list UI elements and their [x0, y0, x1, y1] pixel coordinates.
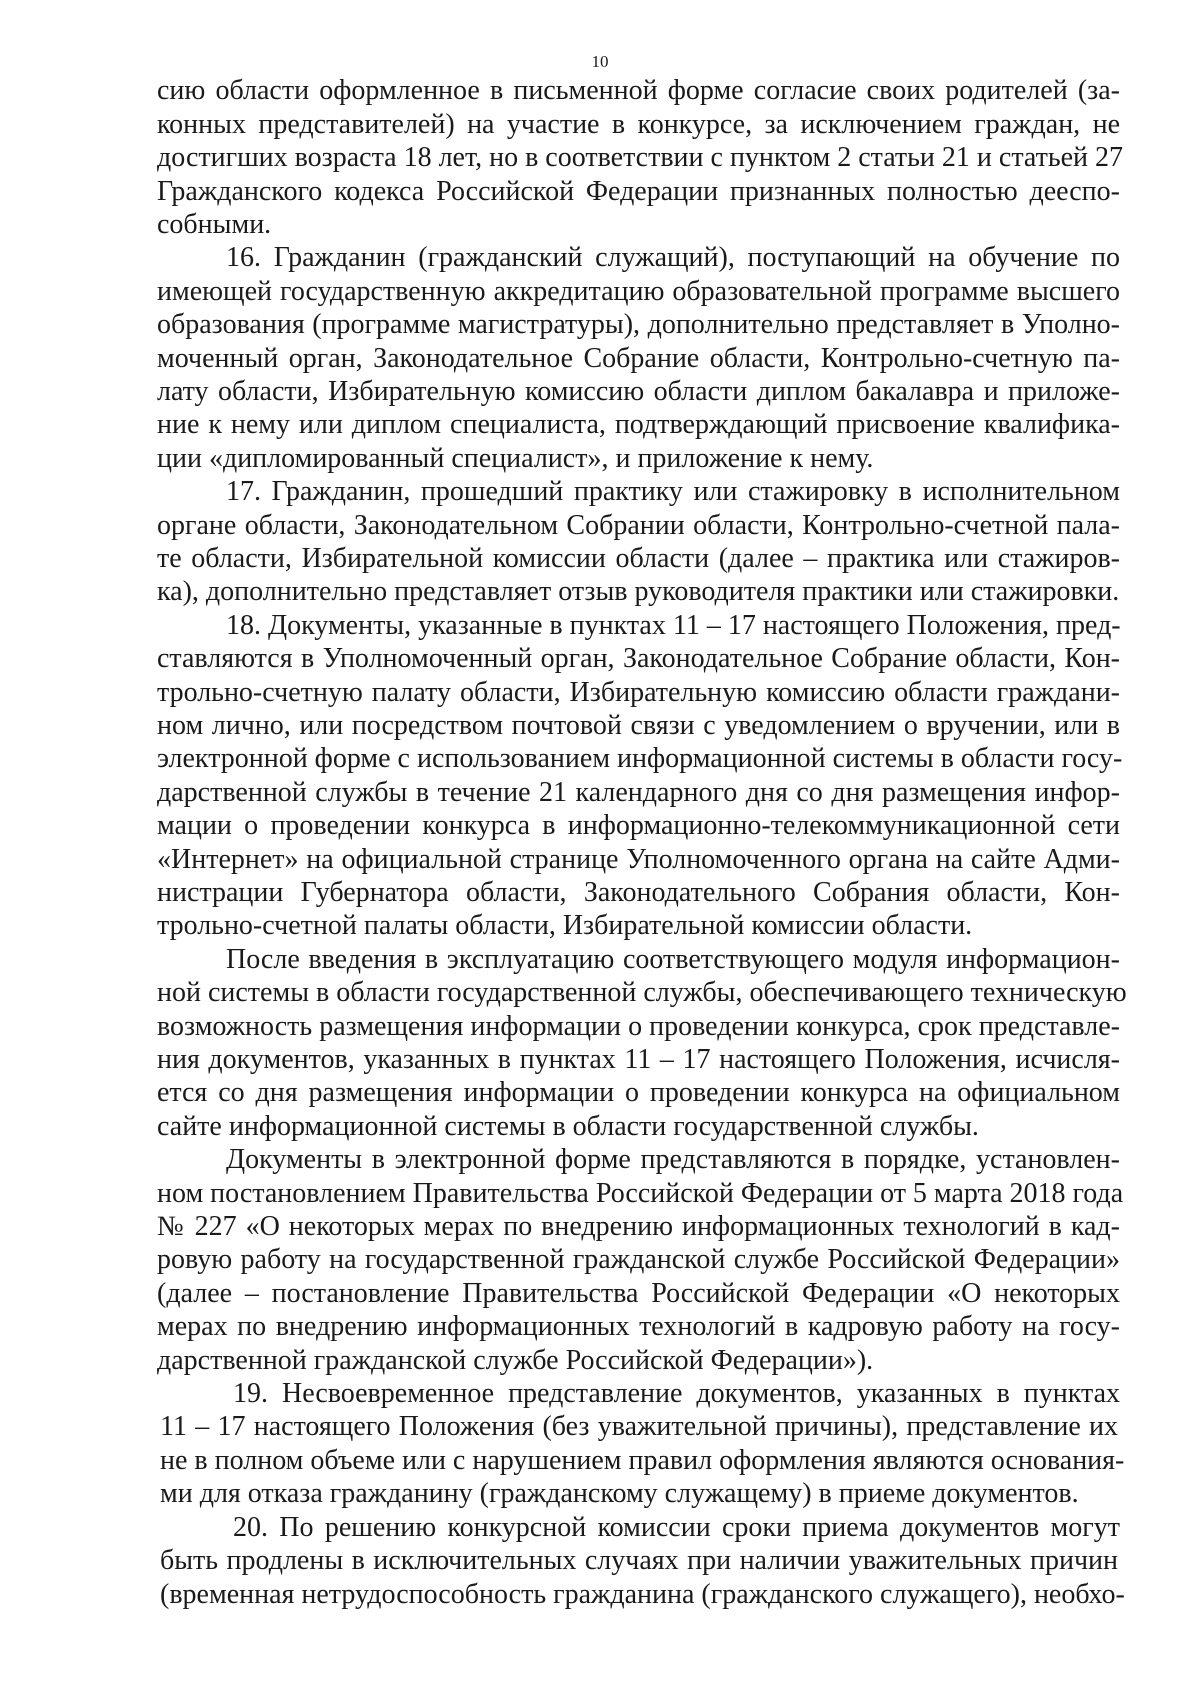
text-line: мации о проведении конкурса в информационно-телекоммуникационной сети [157, 810, 1120, 841]
text-line: «Интернет» на официальной странице Уполномоченного органа на сайте Адми- [157, 844, 1120, 875]
text-line: быть продлены в исключительных случаях при наличии уважительных причин [160, 1545, 1118, 1576]
text-line: органе области, Законодательном Собрании области, Контрольно-счетной пала- [157, 510, 1120, 541]
paragraph-electronic-docs-start: Документы в электронной форме представляются в порядке, установлен- [226, 1144, 1120, 1175]
paragraph-after-introduction-start: После введения в эксплуатацию соответствующего модуля информацион- [226, 944, 1120, 975]
text-line: возможность размещения информации о проведении конкурса, срок представле- [157, 1011, 1120, 1042]
text-line: имеющей государственную аккредитацию образовательной программе высшего [157, 276, 1120, 307]
text-line: ние к нему или диплом специалиста, подтверждающий присвоение квалифика- [157, 409, 1120, 440]
text-line: собными. [157, 209, 272, 240]
text-line: ния документов, указанных в пунктах 11 – 17 настоящего Положения, исчисля- [157, 1044, 1120, 1075]
text-line: нистрации Губернатора области, Законодательного Собрания области, Кон- [157, 877, 1120, 908]
text-line: ровую работу на государственной гражданской службе Российской Федерации» [157, 1244, 1120, 1275]
paragraph-20-start: 20. По решению конкурсной комиссии сроки приема документов могут [233, 1512, 1120, 1543]
text-line: ном постановлением Правительства Российской Федерации от 5 марта 2018 года [157, 1178, 1124, 1209]
text-line: не в полном объеме или с нарушением правил оформления являются основания- [160, 1445, 1125, 1476]
text-line: трольно-счетную палату области, Избирательную комиссию области граждани- [157, 677, 1120, 708]
text-line: образования (программе магистратуры), дополнительно представляет в Уполно- [157, 309, 1120, 340]
text-line: № 227 «О некоторых мерах по внедрению информационных технологий в кад- [157, 1211, 1120, 1242]
paragraph-18-start: 18. Документы, указанные в пунктах 11 – 17 настоящего Положения, пред- [226, 610, 1121, 641]
text-line: ном лично, или посредством почтовой связи с уведомлением о вручении, или в [157, 710, 1120, 741]
paragraph-17-start: 17. Гражданин, прошедший практику или стажировку в исполнительном [226, 476, 1120, 507]
paragraph-16-start: 16. Гражданин (гражданский служащий), поступающий на обучение по [226, 242, 1120, 273]
text-line: (далее – постановление Правительства Российской Федерации «О некоторых [157, 1278, 1120, 1309]
text-line: ется со дня размещения информации о проведении конкурса на официальном [157, 1077, 1120, 1108]
text-line: дарственной службы в течение 21 календарного дня со дня размещения инфор- [157, 777, 1120, 808]
text-line: ции «дипломированный специалист», и приложение к нему. [157, 443, 874, 474]
text-line: мерах по внедрению информационных технологий в кадровую работу на госу- [157, 1311, 1120, 1342]
text-line: достигших возраста 18 лет, но в соответствии с пунктом 2 статьи 21 и статьей 27 [157, 142, 1124, 173]
text-line: сайте информационной системы в области государственной службы. [157, 1111, 979, 1142]
text-line: Гражданского кодекса Российской Федерации признанных полностью дееспо- [157, 176, 1120, 207]
text-line: моченный орган, Законодательное Собрание области, Контрольно-счетную па- [157, 343, 1120, 374]
text-line: дарственной гражданской службе Российской Федерации»). [157, 1345, 874, 1376]
text-line: электронной форме с использованием информационной системы в области госу- [157, 743, 1123, 774]
page-number: 10 [591, 52, 609, 71]
text-line: ной системы в области государственной службы, обеспечивающего техническую [157, 977, 1127, 1008]
text-line: сию области оформленное в письменной форме согласие своих родителей (за- [157, 75, 1120, 106]
text-line: (временная нетрудоспособность гражданина (гражданского служащего), необхо- [160, 1579, 1125, 1610]
text-line: ставляются в Уполномоченный орган, Законодательное Собрание области, Кон- [157, 643, 1120, 674]
text-line: трольно-счетной палаты области, Избирательной комиссии области. [157, 910, 973, 941]
paragraph-19-start: 19. Несвоевременное представление документов, указанных в пунктах [233, 1378, 1120, 1409]
text-line: лату области, Избирательную комиссию области диплом бакалавра и приложе- [157, 376, 1120, 407]
text-line: 11 – 17 настоящего Положения (без уважительной причины), представление их [160, 1411, 1118, 1442]
text-line: конных представителей) на участие в конкурсе, за исключением граждан, не [157, 109, 1120, 140]
text-line: те области, Избирательной комиссии области (далее – практика или стажиров- [157, 543, 1120, 574]
text-line: ми для отказа гражданину (гражданскому служащему) в приеме документов. [160, 1478, 1079, 1509]
text-line: ка), дополнительно представляет отзыв руководителя практики или стажировки. [157, 576, 1120, 607]
